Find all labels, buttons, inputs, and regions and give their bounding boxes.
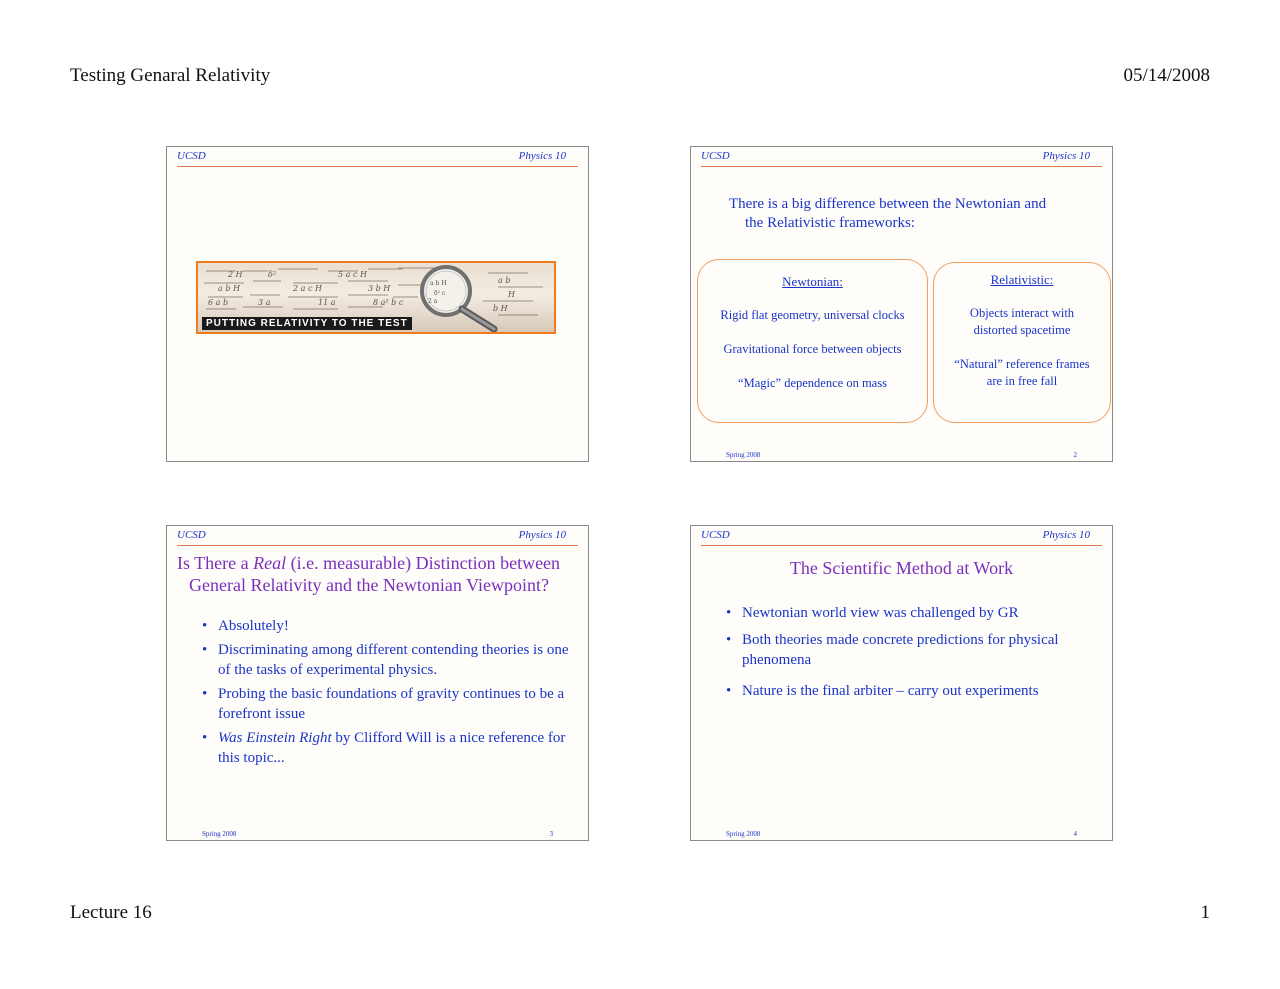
slide-number: 2 bbox=[1073, 451, 1077, 459]
slide-number: 3 bbox=[549, 830, 553, 838]
slide-course: Physics 10 bbox=[518, 529, 566, 541]
bullet-item bbox=[202, 728, 572, 768]
svg-text:3 b H: 3 b H bbox=[368, 284, 391, 293]
page-header bbox=[70, 65, 1210, 87]
svg-text:δ²: δ² bbox=[268, 270, 277, 279]
svg-text:a b: a b bbox=[498, 276, 511, 285]
slide-intro-text bbox=[729, 195, 1099, 233]
svg-text:2 a: 2 a bbox=[428, 298, 438, 305]
slide-term: Spring 2008 bbox=[202, 830, 237, 838]
slide-number: 4 bbox=[1073, 830, 1077, 838]
header-rule bbox=[701, 545, 1102, 546]
bullet-text: by Clifford Will is a nice reference for this topic... bbox=[218, 730, 566, 766]
lecture-label: Lecture 16 bbox=[70, 902, 152, 923]
bullet-item: • Probing the basic foundations of gravity continues to be a forefront issue bbox=[202, 684, 572, 724]
document-title: Testing Genaral Relativity bbox=[70, 65, 271, 86]
banner-caption: PUTTING RELATIVITY TO THE TEST bbox=[202, 317, 412, 330]
slide-title bbox=[177, 552, 587, 596]
bullet-item: • Discriminating among different contending theories is one of the tasks of experimental physics. bbox=[202, 640, 572, 680]
slide-3 bbox=[166, 525, 589, 841]
newtonian-title: Newtonian: bbox=[782, 274, 843, 289]
svg-text:a b H: a b H bbox=[430, 280, 447, 287]
title-part: Is There a bbox=[177, 553, 254, 573]
svg-text:a b H: a b H bbox=[218, 284, 240, 293]
slide-term: Spring 2008 bbox=[726, 451, 761, 459]
slide-institution: UCSD bbox=[177, 529, 206, 541]
page-footer bbox=[70, 902, 1210, 924]
book-title: Was Einstein Right bbox=[218, 730, 332, 746]
intro-line-1: There is a big difference between the Newtonian and bbox=[729, 196, 1047, 212]
slide-course: Physics 10 bbox=[1042, 529, 1090, 541]
document-date: 05/14/2008 bbox=[1123, 65, 1210, 86]
relativity-banner-image bbox=[196, 261, 556, 334]
svg-text:5 a c H: 5 a c H bbox=[338, 270, 367, 279]
bullet-item: • Both theories made concrete predictions for physical phenomena bbox=[726, 630, 1096, 670]
svg-text:δ² c: δ² c bbox=[434, 290, 446, 297]
svg-text:8 a² b c: 8 a² b c bbox=[373, 298, 404, 307]
title-part: (i.e. measurable) Distinction between bbox=[286, 553, 561, 573]
bullet-list bbox=[726, 603, 1096, 708]
svg-text:2 a c H: 2 a c H bbox=[293, 284, 322, 293]
newtonian-box bbox=[697, 259, 928, 423]
relativistic-box bbox=[933, 262, 1111, 423]
slide-institution: UCSD bbox=[701, 529, 730, 541]
newtonian-item: Gravitational force between objects bbox=[723, 342, 902, 356]
relativistic-item: “Natural” reference frames bbox=[954, 357, 1090, 371]
bullet-list bbox=[202, 616, 572, 772]
relativistic-title: Relativistic: bbox=[990, 272, 1054, 287]
bullet-item: • Newtonian world view was challenged by GR bbox=[726, 603, 1096, 623]
slide-institution: UCSD bbox=[701, 150, 730, 162]
bullet-item: • Absolutely! bbox=[202, 616, 572, 636]
slide-institution: UCSD bbox=[177, 150, 206, 162]
title-line-2: General Relativity and the Newtonian Viewpoint? bbox=[189, 575, 549, 595]
slide-1 bbox=[166, 146, 589, 462]
intro-line-2: the Relativistic frameworks: bbox=[745, 215, 915, 231]
slide-course: Physics 10 bbox=[1042, 150, 1090, 162]
svg-text:6 a b: 6 a b bbox=[208, 298, 229, 307]
header-rule bbox=[177, 166, 578, 167]
svg-text:2 H: 2 H bbox=[228, 270, 243, 279]
newtonian-item: “Magic” dependence on mass bbox=[738, 376, 887, 390]
header-rule bbox=[701, 166, 1102, 167]
relativistic-item: are in free fall bbox=[986, 374, 1058, 388]
svg-text:H: H bbox=[508, 290, 515, 299]
relativistic-item: Objects interact with bbox=[969, 306, 1075, 320]
svg-text:b H: b H bbox=[493, 304, 508, 313]
slide-term: Spring 2008 bbox=[726, 830, 761, 838]
slide-course: Physics 10 bbox=[518, 150, 566, 162]
relativistic-item: distorted spacetime bbox=[973, 323, 1071, 337]
slide-2 bbox=[690, 146, 1113, 462]
title-emphasis: Real bbox=[253, 553, 287, 573]
page-number: 1 bbox=[1200, 902, 1210, 923]
bullet-item: • Nature is the final arbiter – carry out experiments bbox=[726, 681, 1096, 701]
svg-text:3 a: 3 a bbox=[258, 298, 271, 307]
slide-title: The Scientific Method at Work bbox=[789, 558, 1014, 578]
header-rule bbox=[177, 545, 578, 546]
slide-4 bbox=[690, 525, 1113, 841]
newtonian-item: Rigid flat geometry, universal clocks bbox=[720, 308, 905, 322]
svg-text:11 a: 11 a bbox=[318, 298, 336, 307]
